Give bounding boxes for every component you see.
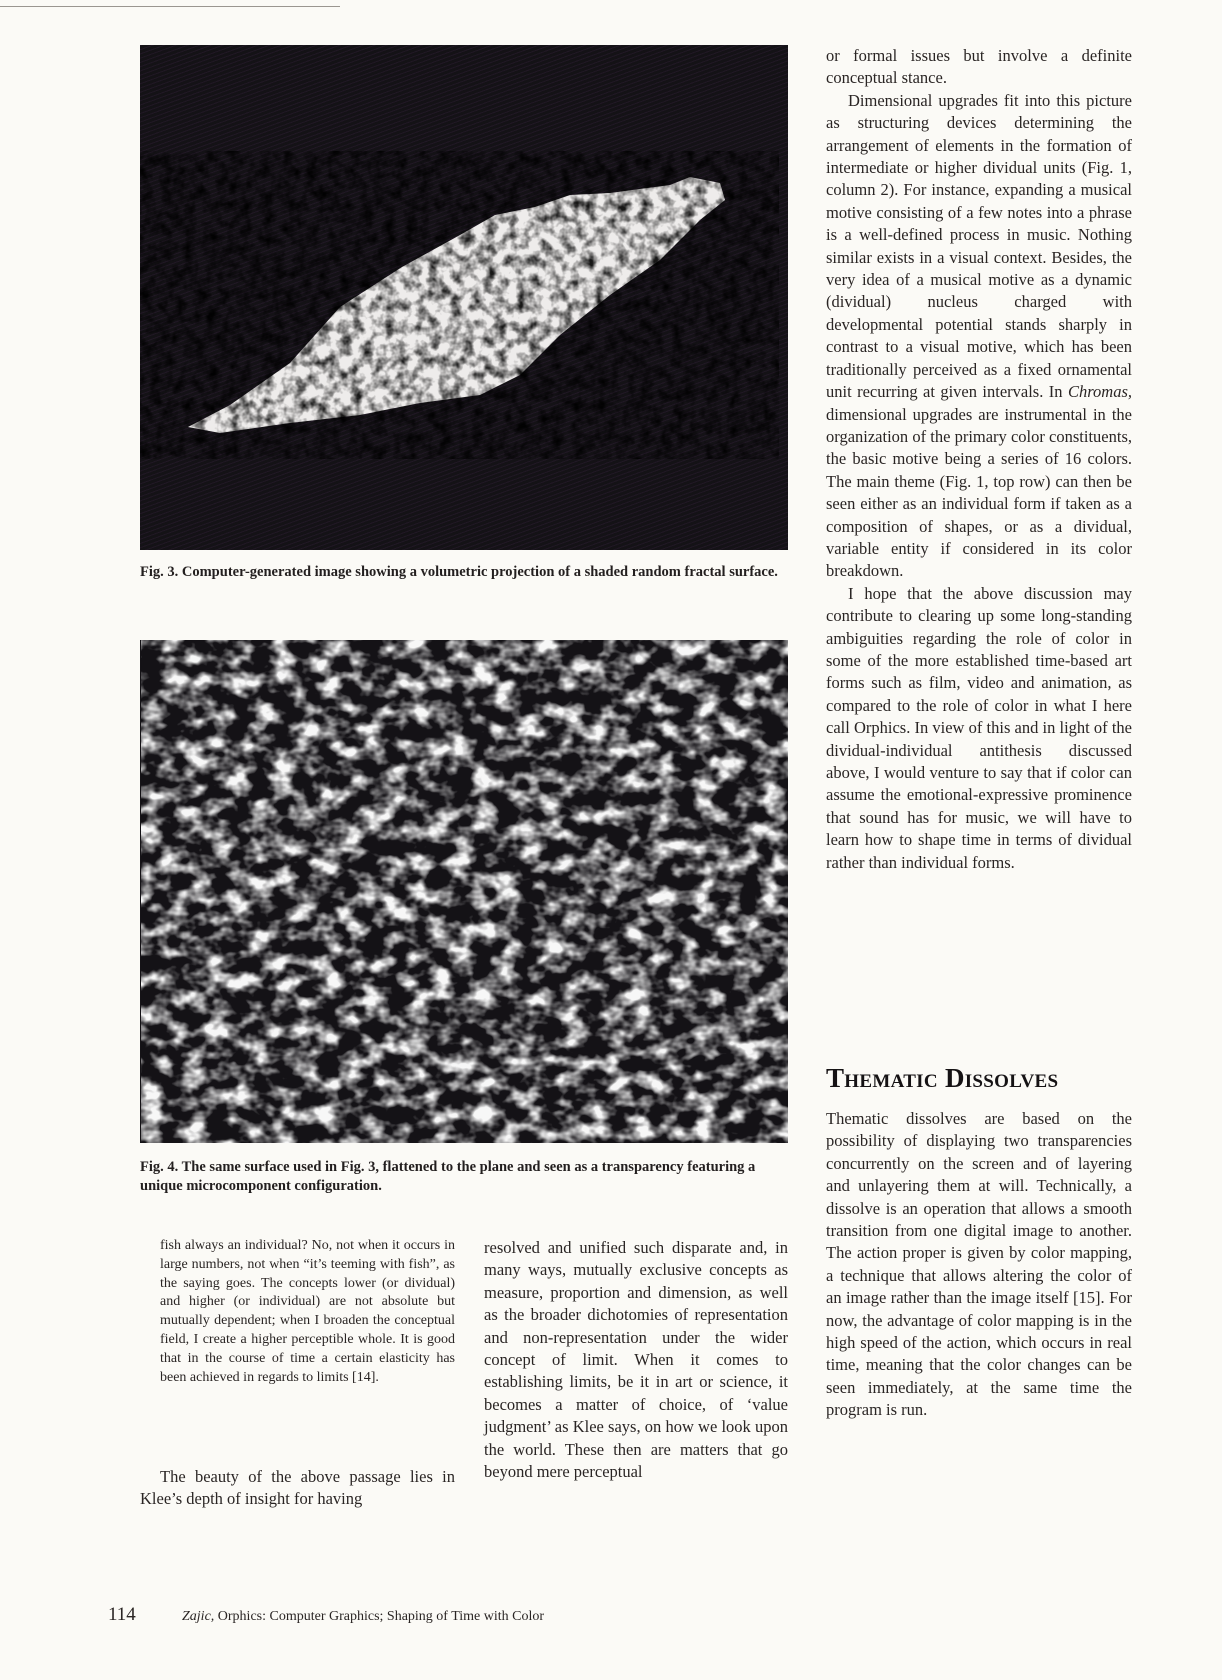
klee-quote-block: [160, 1237, 455, 1387]
section-heading: Thematic Dissolves: [826, 1063, 1059, 1093]
text-run: Dimensional upgrades fit into this picture as structuring devices determining the arrangement of elements in the formation of intermediate or higher dividual units (Fig. 1, column 2). For instance, expanding a musical motive consisting of a few notes into a phrase is a well-defined process in music. Nothing similar exists in a visual context. Besides, the very idea of a musical motive as a dynamic (dividual) nucleus charged with developmental potential stands sharply in contrast to a visual motive, which has been traditionally perceived as a fixed ornamental unit recurring at given intervals. In: [826, 90, 1132, 402]
right-paragraph-3: I hope that the above discussion may contribute to clearing up some long-standing ambiguities regarding the role of color in some of the more established time-based art forms such as film, video and animation, as compared to the role of color in what I here call Orphics. In view of this and in light of the dividual-individual antithesis discussed above, I would venture to say that if color can assume the emotional-expressive prominence that sound has for music, we will have to learn how to shape time in terms of dividual rather than individual forms.: [826, 583, 1132, 872]
running-title-text: Orphics: Computer Graphics; Shaping of Time with Color: [214, 1609, 545, 1624]
chromas-italic: Chromas,: [1067, 382, 1132, 402]
section-paragraph: Thematic dissolves are based on the possibility of displaying two transparencies concurrently on the screen and of layering and unlayering them at will. Technically, a dissolve is an operation that allows a smooth transition from one digital image to another. The action proper is given by color mapping, a technique that allows altering the color of an image rather than the image itself [15]. For now, the advantage of color mapping is in the high speed of the action, which occurs in real time, meaning that the color changes can be seen immediately, at the same time the program is run.: [826, 1109, 1132, 1420]
page-number: 114: [108, 1604, 136, 1625]
author-name: Zajic,: [182, 1609, 215, 1624]
klee-quote: fish always an individual? No, not when it occurs in large numbers, not when “it’s teeming with fish”, as the saying goes. The concepts lower (or dividual) and higher (or individual) are not absolute but mutually dependent; when I broaden the conceptual field, I create a higher perceptible whole. It is good that in the course of time a certain elasticity has been achieved in regards to limits [14].: [160, 1238, 455, 1385]
running-title: [182, 1609, 544, 1624]
figure-4-caption: Fig. 4. The same surface used in Fig. 3, flattened to the plane and seen as a transparency featuring a unique microcomponent configuration.: [140, 1159, 756, 1194]
figure-3-caption: Fig. 3. Computer-generated image showing a volumetric projection of a shaded random fractal surface.: [140, 564, 778, 580]
right-column-body: [826, 45, 1132, 874]
text-run: dimensional upgrades are instrumental in the organization of the primary color constituents, the basic motive being a series of 16 colors. The main theme (Fig. 1, top row) can then be seen either as an individual form if taken as a composition of shapes, or as a dividual, variable entity if considered in its color breakdown.: [826, 404, 1132, 581]
page-footer: [108, 1604, 544, 1626]
right-paragraph-2: [826, 90, 1132, 583]
middle-column-body: [484, 1237, 788, 1483]
flattened-surface-image: [140, 640, 788, 1143]
left-paragraph: The beauty of the above passage lies in Klee’s depth of insight for having: [140, 1467, 455, 1509]
section-body: [826, 1108, 1132, 1422]
top-rule: [0, 6, 340, 7]
left-column-body: [140, 1466, 455, 1511]
middle-paragraph: resolved and unified such disparate and, in many ways, mutually exclusive concepts as measure, proportion and dimension, as well as the broader dichotomies of representation and non-representation under the wider concept of limit. When it comes to establishing limits, be it in art or science, it becomes a matter of choice, of ‘value judgment’ as Klee says, on how we look upon the world. These then are matters that go beyond mere perceptual: [484, 1238, 788, 1482]
fractal-surface-image: [140, 45, 788, 550]
figure-4-image: [140, 640, 788, 1143]
figure-3-image: [140, 45, 788, 550]
right-paragraph-1: or formal issues but involve a definite conceptual stance.: [826, 46, 1132, 88]
